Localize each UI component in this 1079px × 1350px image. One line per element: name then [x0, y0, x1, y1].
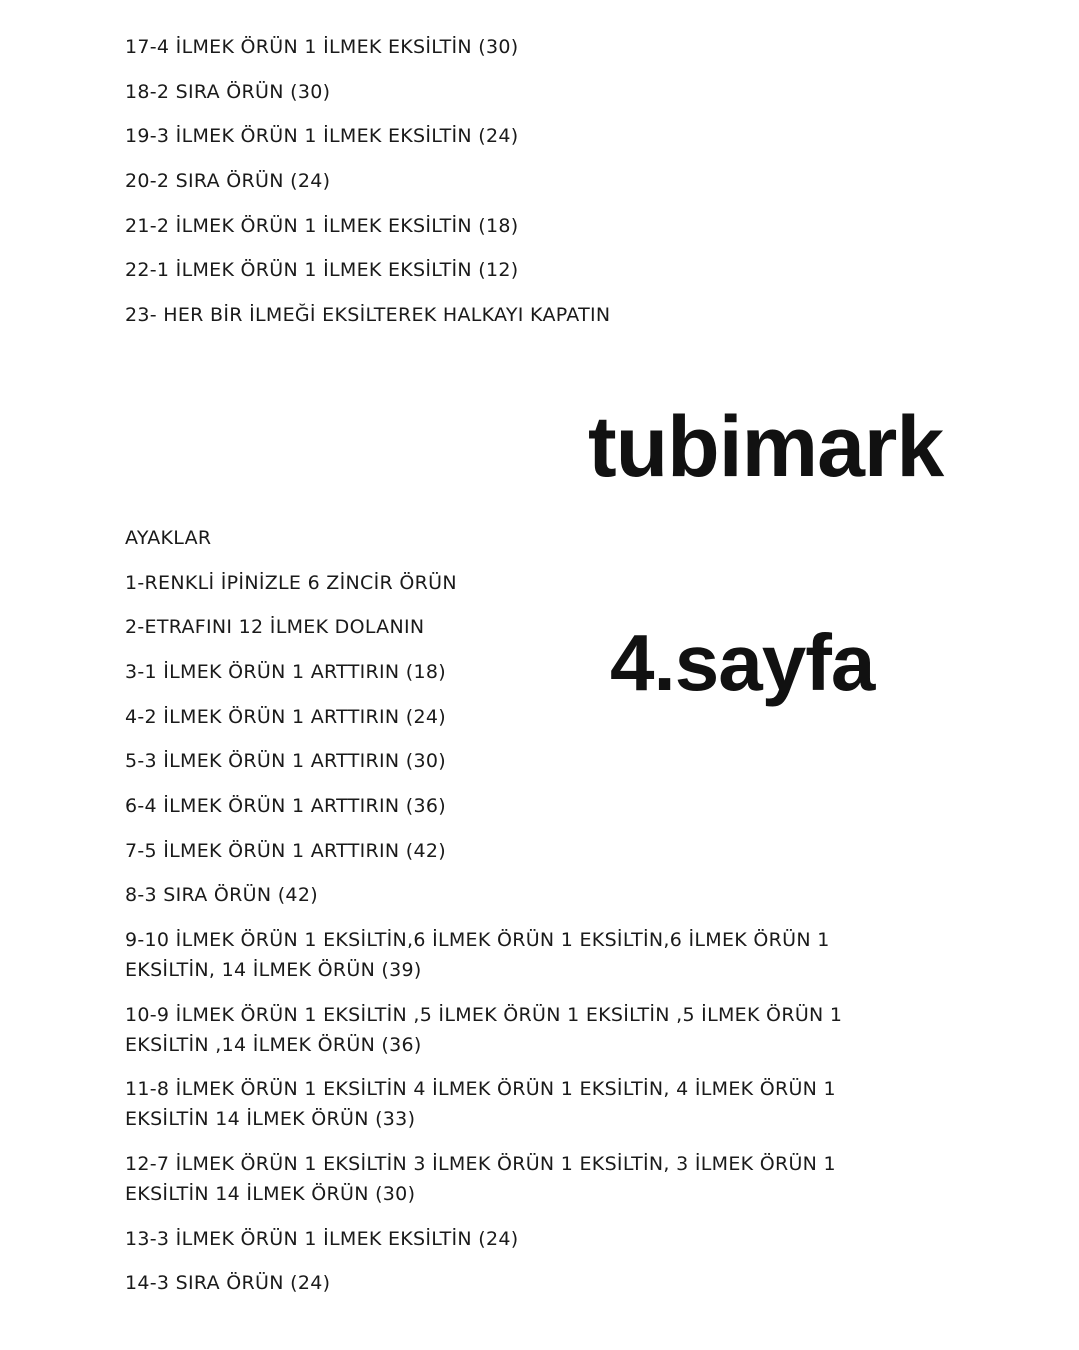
ayaklar-line-10: 10-9 İLMEK ÖRÜN 1 EKSİLTİN ,5 İLMEK ÖRÜN 1 EKSİLTİN ,5 İLMEK ÖRÜN 1 EKSİLTİN ,14 İLMEK ÖRÜN (36) [125, 1004, 843, 1056]
brand-watermark: tubimark [588, 399, 944, 495]
ayaklar-line-4: 4-2 İLMEK ÖRÜN 1 ARTTIRIN (24) [125, 706, 446, 728]
ayaklar-line-8: 8-3 SIRA ÖRÜN (42) [125, 884, 318, 906]
instruction-line-20: 20-2 SIRA ÖRÜN (24) [125, 170, 331, 192]
instruction-line-21: 21-2 İLMEK ÖRÜN 1 İLMEK EKSİLTİN (18) [125, 215, 519, 237]
ayaklar-line-7: 7-5 İLMEK ÖRÜN 1 ARTTIRIN (42) [125, 840, 446, 862]
ayaklar-line-2: 2-ETRAFINI 12 İLMEK DOLANIN [125, 616, 425, 638]
page-number-watermark: 4.sayfa [610, 618, 875, 707]
ayaklar-line-9: 9-10 İLMEK ÖRÜN 1 EKSİLTİN,6 İLMEK ÖRÜN 1 EKSİLTİN,6 İLMEK ÖRÜN 1 EKSİLTİN, 14 İLMEK ÖRÜN (39) [125, 929, 830, 981]
instruction-line-18: 18-2 SIRA ÖRÜN (30) [125, 81, 331, 103]
instruction-line-17: 17-4 İLMEK ÖRÜN 1 İLMEK EKSİLTİN (30) [125, 36, 519, 58]
ayaklar-line-13: 13-3 İLMEK ÖRÜN 1 İLMEK EKSİLTİN (24) [125, 1228, 519, 1250]
ayaklar-line-3: 3-1 İLMEK ÖRÜN 1 ARTTIRIN (18) [125, 661, 446, 683]
ayaklar-line-14: 14-3 SIRA ÖRÜN (24) [125, 1272, 331, 1294]
ayaklar-line-6: 6-4 İLMEK ÖRÜN 1 ARTTIRIN (36) [125, 795, 446, 817]
instruction-line-23: 23- HER BİR İLMEĞİ EKSİLTEREK HALKAYI KAPATIN [125, 304, 611, 326]
section-heading-ayaklar: AYAKLAR [125, 527, 212, 549]
instruction-line-19: 19-3 İLMEK ÖRÜN 1 İLMEK EKSİLTİN (24) [125, 125, 519, 147]
ayaklar-line-1: 1-RENKLİ İPİNİZLE 6 ZİNCİR ÖRÜN [125, 572, 457, 594]
instruction-line-22: 22-1 İLMEK ÖRÜN 1 İLMEK EKSİLTİN (12) [125, 259, 519, 281]
ayaklar-line-5: 5-3 İLMEK ÖRÜN 1 ARTTIRIN (30) [125, 750, 446, 772]
ayaklar-line-12: 12-7 İLMEK ÖRÜN 1 EKSİLTİN 3 İLMEK ÖRÜN 1 EKSİLTİN, 3 İLMEK ÖRÜN 1 EKSİLTİN 14 İLMEK ÖRÜN (30) [125, 1153, 836, 1205]
ayaklar-line-11: 11-8 İLMEK ÖRÜN 1 EKSİLTİN 4 İLMEK ÖRÜN 1 EKSİLTİN, 4 İLMEK ÖRÜN 1 EKSİLTİN 14 İLMEK ÖRÜN (33) [125, 1078, 836, 1130]
